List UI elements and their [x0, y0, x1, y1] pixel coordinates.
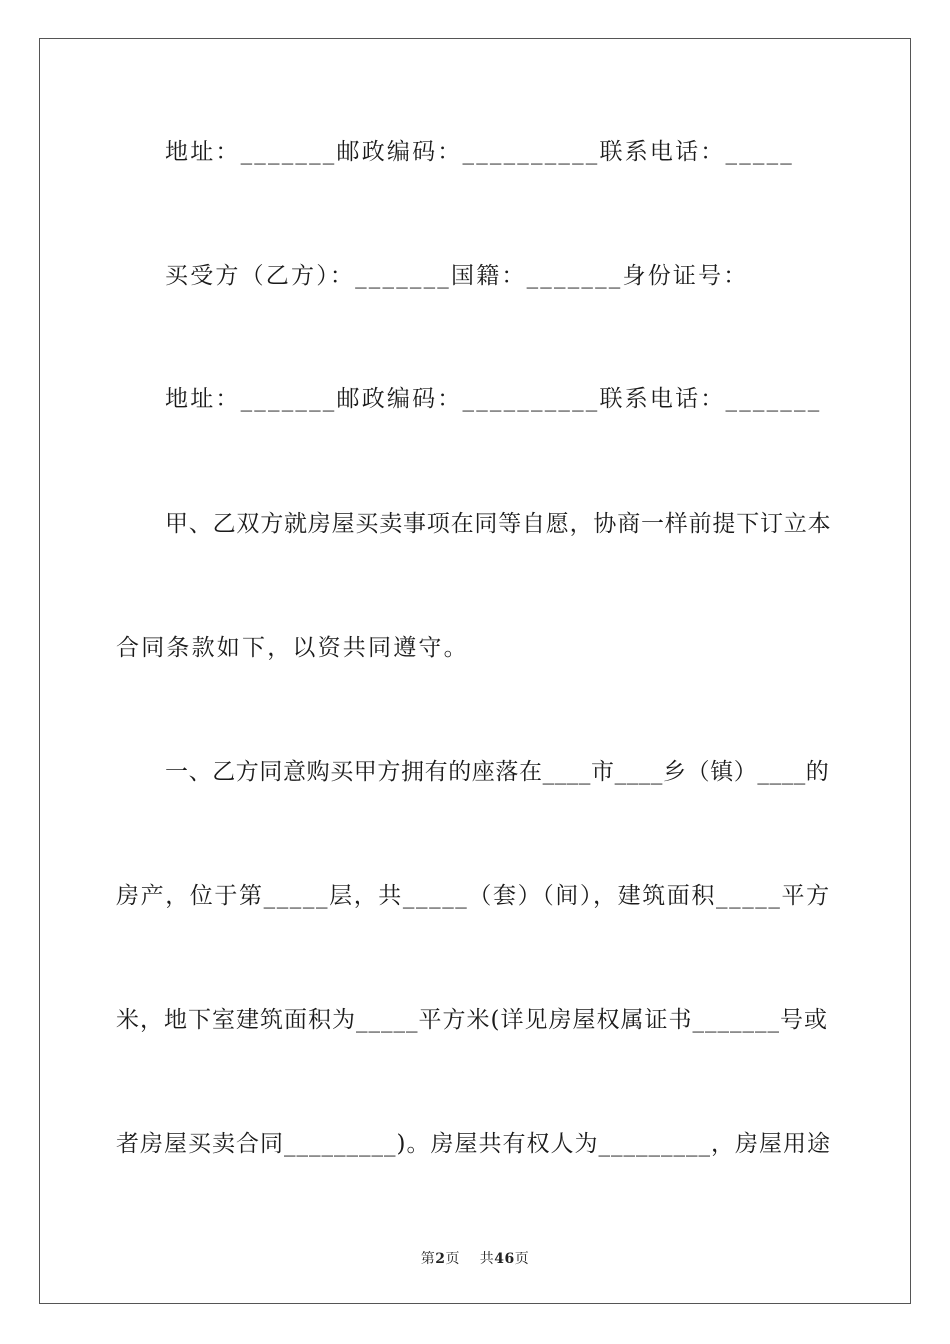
- footer-page-suffix: 页: [445, 1251, 460, 1267]
- footer-page-prefix: 第: [420, 1251, 436, 1267]
- footer-total-pages: 46: [494, 1251, 515, 1267]
- clause-one-line-1: 一、乙方同意购买甲方拥有的座落在____市____乡（镇）____的: [165, 759, 830, 785]
- page-border: [39, 38, 911, 1304]
- preamble-line-2: 合同条款如下，以资共同遵守。: [116, 635, 469, 661]
- clause-one-line-3: 米，地下室建筑面积为_____平方米(详见房屋权属证书_______号或: [116, 1007, 828, 1033]
- footer-total-prefix: 共: [479, 1251, 495, 1267]
- clause-one-line-2: 房产，位于第_____层，共_____（套）（间），建筑面积_____平方: [116, 883, 831, 909]
- footer-page-number: 2: [435, 1251, 446, 1267]
- preamble-line-1: 甲、乙双方就房屋买卖事项在同等自愿，协商一样前提下订立本: [165, 511, 832, 537]
- clause-one-line-4: 者房屋买卖合同_________)。房屋共有权人为_________，房屋用途: [116, 1131, 831, 1157]
- buyer-address-line: 地址：_______邮政编码：__________联系电话：_______: [165, 386, 822, 412]
- seller-address-line: 地址：_______邮政编码：__________联系电话：_____: [165, 139, 794, 165]
- buyer-info-line: 买受方（乙方）：_______国籍：_______身份证号：: [165, 263, 749, 289]
- footer-total-suffix: 页: [514, 1251, 530, 1267]
- page-footer: [0, 1248, 950, 1268]
